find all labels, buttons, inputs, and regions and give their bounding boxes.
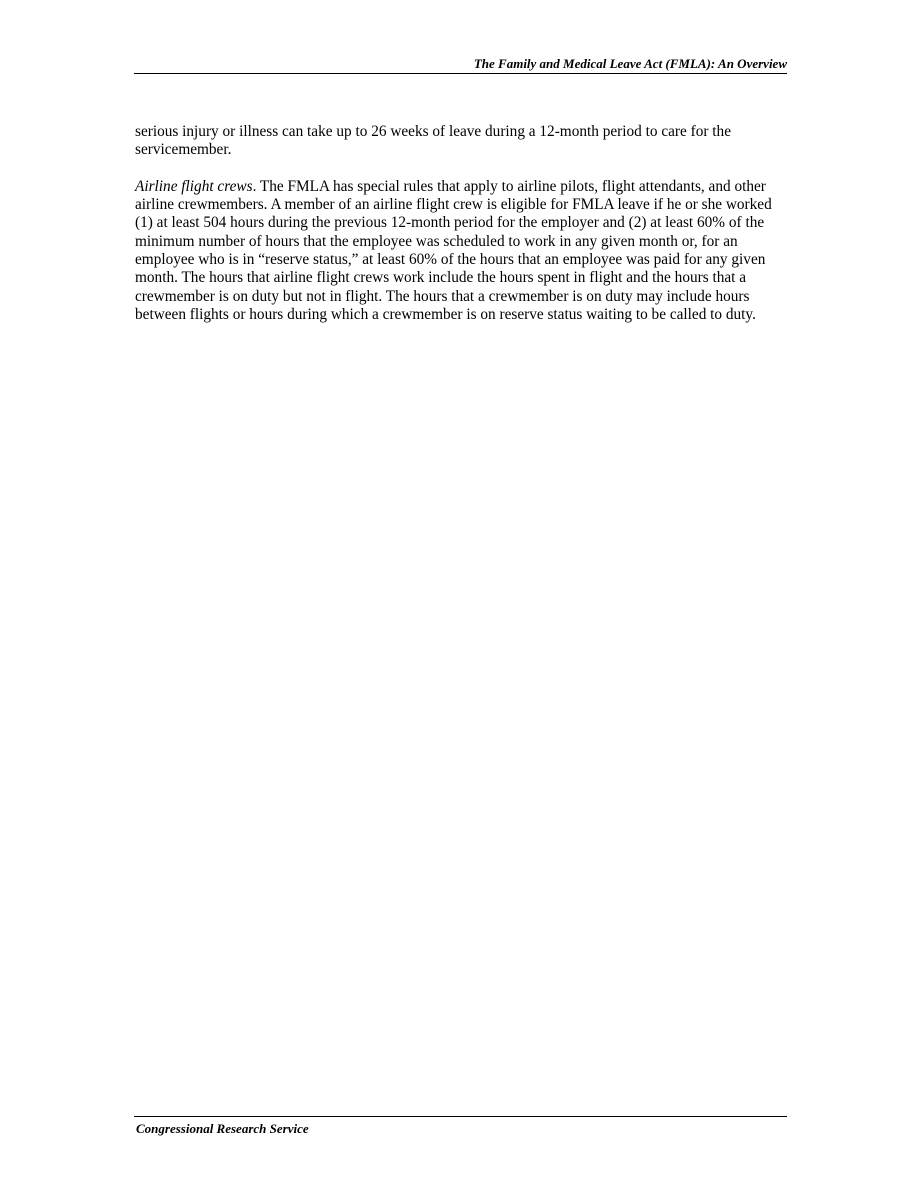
paragraph-lead-in: Airline flight crews xyxy=(135,177,253,195)
header-rule xyxy=(134,73,787,74)
paragraph-airline-flight-crews xyxy=(135,178,787,324)
body-text xyxy=(135,123,787,343)
footer-rule xyxy=(134,1116,787,1117)
paragraph-text: . The FMLA has special rules that apply to airline pilots, flight attendants, and other airline crewmembers. A member of an airline flight crew is eligible for FMLA leave if he or she worked (1) at least 504 hours during the previous 12-month period for the employer and (2) at least 60% of the minimum number of hours that the employee was scheduled to work in any given month or, for an employee who is in “reserve status,” at least 60% of the hours that an employee was paid for any given month. The hours that airline flight crews work include the hours spent in flight and the hours that a crewmember is on duty but not in flight. The hours that a crewmember is on duty may include hours between flights or hours during which a crewmember is on reserve status waiting to be called to duty. xyxy=(135,177,772,323)
running-header: The Family and Medical Leave Act (FMLA): An Overview xyxy=(473,56,787,71)
footer-source: Congressional Research Service xyxy=(136,1121,309,1136)
paragraph-continuation: serious injury or illness can take up to 26 weeks of leave during a 12-month period to care for the servicemember. xyxy=(135,123,731,159)
